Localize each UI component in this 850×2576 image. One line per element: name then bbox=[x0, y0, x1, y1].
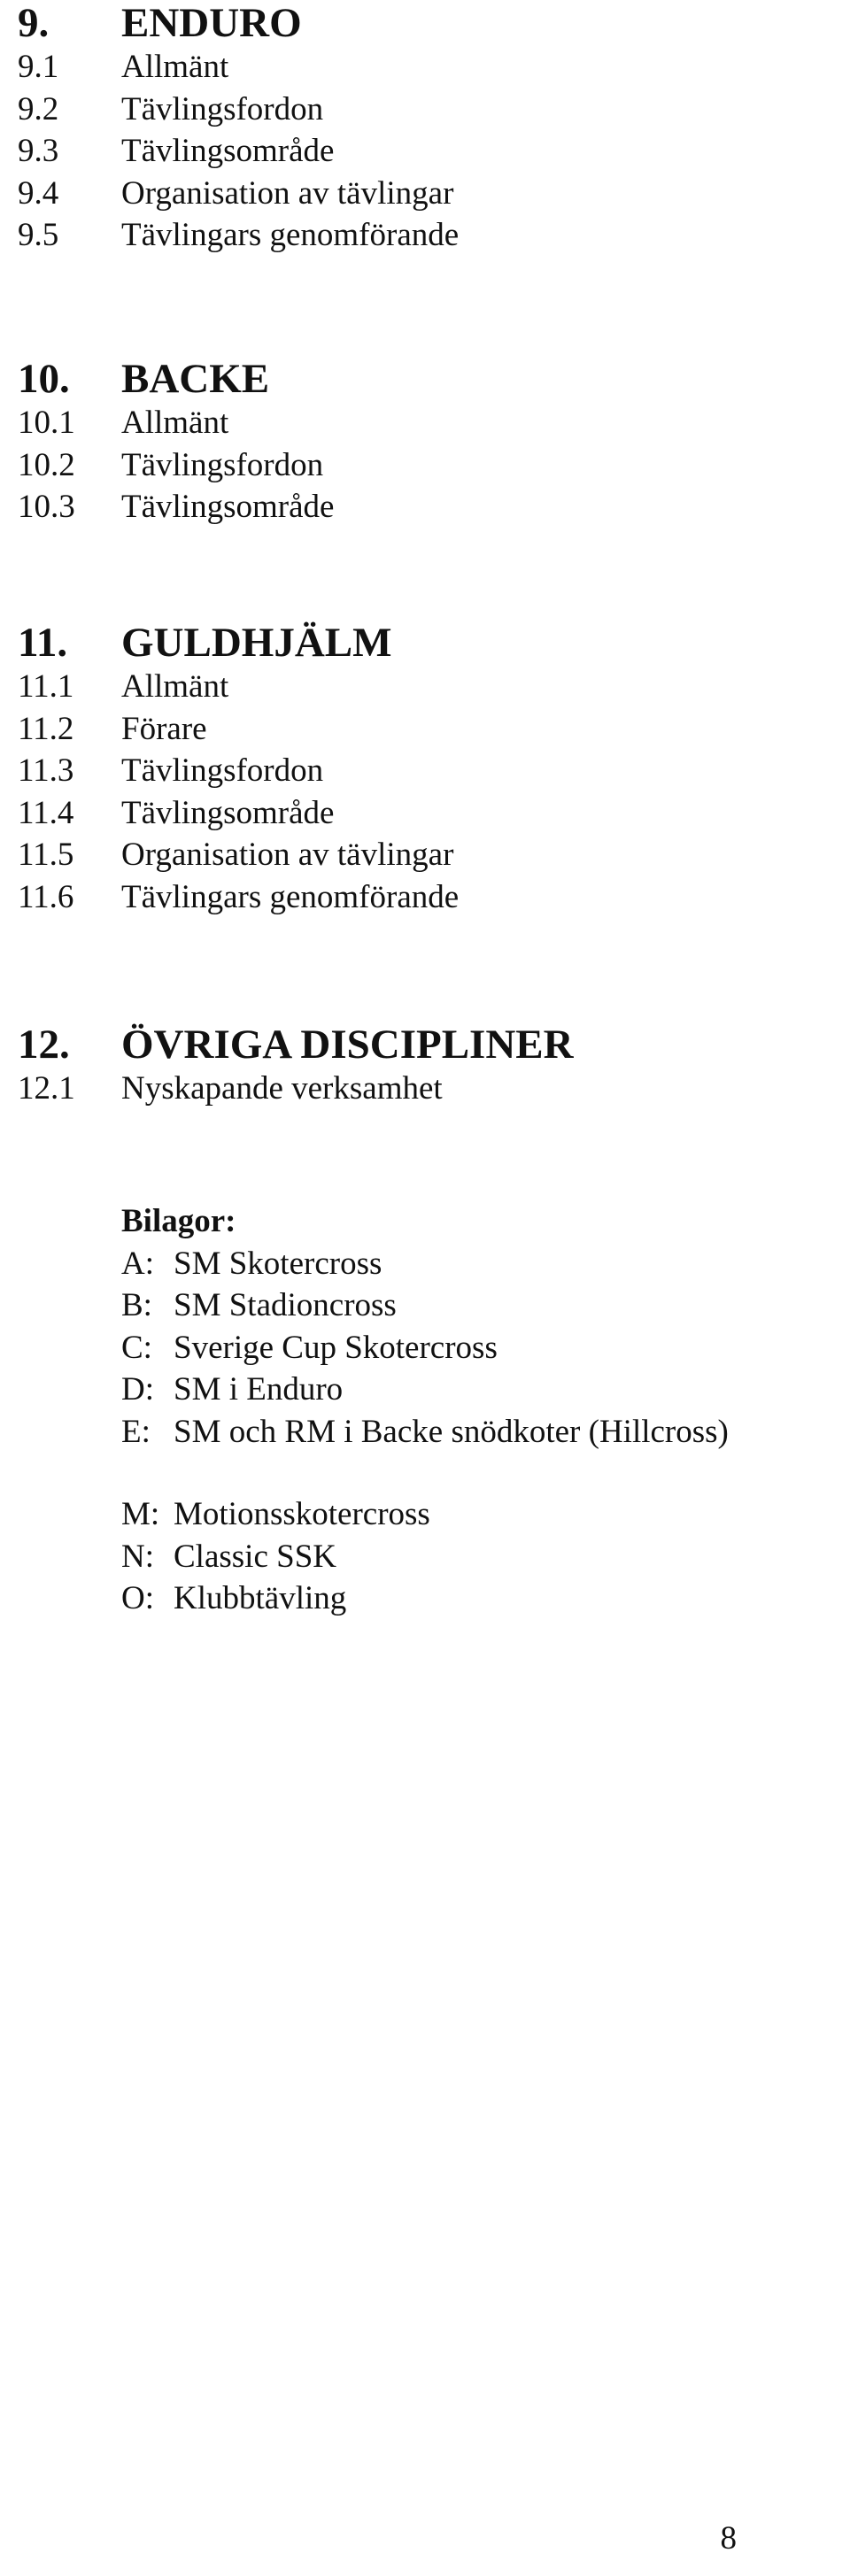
item-number: 10.2 bbox=[18, 446, 75, 483]
item-label: Tävlingsområde bbox=[121, 489, 335, 525]
appendix-item bbox=[121, 1243, 830, 1285]
item-number: 11.5 bbox=[18, 837, 74, 873]
section-title: GULDHJÄLM bbox=[121, 620, 392, 666]
item-label: Allmänt bbox=[121, 405, 229, 441]
item-label: Organisation av tävlingar bbox=[121, 837, 454, 873]
toc-item bbox=[18, 708, 815, 751]
appendix-letter: C: bbox=[121, 1329, 152, 1366]
appendix-item bbox=[121, 1369, 830, 1411]
appendix-item bbox=[121, 1577, 830, 1620]
item-label: Tävlingsområde bbox=[121, 794, 335, 831]
appendix-label: SM Stadioncross bbox=[174, 1287, 397, 1323]
section-heading bbox=[18, 1022, 815, 1068]
item-label: Allmänt bbox=[121, 668, 229, 705]
appendix-letter: D: bbox=[121, 1371, 154, 1408]
item-number: 11.1 bbox=[18, 668, 74, 705]
item-label: Tävlingars genomförande bbox=[121, 217, 460, 253]
toc-item bbox=[18, 130, 815, 173]
toc-item bbox=[18, 486, 815, 528]
appendix-item bbox=[121, 1327, 830, 1369]
section-title: ENDURO bbox=[121, 0, 302, 46]
item-number: 9.3 bbox=[18, 133, 59, 169]
toc-item bbox=[18, 834, 815, 876]
section-number: 11. bbox=[18, 620, 68, 666]
item-number: 9.2 bbox=[18, 90, 59, 127]
item-number: 11.6 bbox=[18, 878, 74, 915]
item-number: 10.1 bbox=[18, 405, 75, 441]
section-heading bbox=[18, 356, 815, 402]
toc-item bbox=[18, 89, 815, 131]
toc-item bbox=[18, 402, 815, 444]
section-enduro bbox=[18, 0, 815, 257]
item-label: Tävlingsfordon bbox=[121, 752, 324, 789]
page-number: 8 bbox=[720, 2520, 737, 2557]
item-number: 9.4 bbox=[18, 174, 59, 212]
appendix-item bbox=[121, 1284, 830, 1327]
appendix-label: Motionsskotercross bbox=[174, 1496, 430, 1532]
toc-item bbox=[18, 46, 815, 89]
appendix-item bbox=[121, 1411, 830, 1454]
toc-item bbox=[18, 666, 815, 708]
item-label: Nyskapande verksamhet bbox=[121, 1070, 443, 1107]
item-label: Tävlingsfordon bbox=[121, 446, 324, 483]
section-ovriga-discipliner bbox=[18, 1022, 815, 1110]
section-title: BACKE bbox=[121, 356, 270, 402]
item-number: 9.5 bbox=[18, 217, 59, 253]
section-number: 9. bbox=[18, 0, 50, 46]
section-heading bbox=[18, 0, 815, 46]
toc-item bbox=[18, 750, 815, 792]
appendix-label: Klubbtävling bbox=[174, 1580, 347, 1616]
appendix-label: SM i Enduro bbox=[174, 1371, 344, 1408]
item-label: Allmänt bbox=[121, 49, 229, 85]
appendix-letter: E: bbox=[121, 1413, 151, 1450]
section-title: ÖVRIGA DISCIPLINER bbox=[121, 1022, 574, 1068]
appendix-list bbox=[121, 1200, 830, 1453]
item-label: Tävlingars genomförande bbox=[121, 878, 460, 915]
item-label: Organisation av tävlingar bbox=[121, 174, 454, 212]
toc-item bbox=[18, 876, 815, 919]
appendix-letter: A: bbox=[121, 1245, 154, 1282]
item-label: Tävlingsfordon bbox=[121, 90, 324, 127]
item-number: 12.1 bbox=[18, 1070, 75, 1107]
section-number: 10. bbox=[18, 356, 70, 402]
section-number: 12. bbox=[18, 1022, 70, 1068]
toc-item bbox=[18, 1068, 815, 1110]
section-backe bbox=[18, 356, 815, 528]
item-label: Tävlingsområde bbox=[121, 133, 335, 169]
appendix-letter: O: bbox=[121, 1580, 154, 1616]
appendix-list-secondary bbox=[121, 1493, 830, 1620]
appendix-label: Sverige Cup Skotercross bbox=[174, 1329, 498, 1366]
appendix-label: SM Skotercross bbox=[174, 1245, 382, 1282]
appendix-label: SM och RM i Backe snödkoter (Hillcross) bbox=[174, 1413, 729, 1450]
appendix-label: Classic SSK bbox=[174, 1538, 337, 1575]
toc-item bbox=[18, 173, 815, 215]
appendix-item bbox=[121, 1536, 830, 1578]
item-number: 9.1 bbox=[18, 49, 59, 85]
item-number: 11.3 bbox=[18, 752, 74, 789]
toc-item bbox=[18, 214, 815, 257]
item-number: 11.4 bbox=[18, 794, 74, 831]
appendix-letter: M: bbox=[121, 1496, 160, 1532]
toc-item bbox=[18, 792, 815, 835]
section-heading bbox=[18, 620, 815, 666]
item-number: 10.3 bbox=[18, 489, 75, 525]
section-guldhjalm bbox=[18, 620, 815, 918]
item-number: 11.2 bbox=[18, 710, 74, 747]
item-label: Förare bbox=[121, 710, 207, 747]
toc-item bbox=[18, 444, 815, 487]
appendix-item bbox=[121, 1493, 830, 1536]
appendix-letter: B: bbox=[121, 1287, 152, 1323]
appendix-letter: N: bbox=[121, 1538, 154, 1575]
appendix-title: Bilagor: bbox=[121, 1203, 236, 1239]
